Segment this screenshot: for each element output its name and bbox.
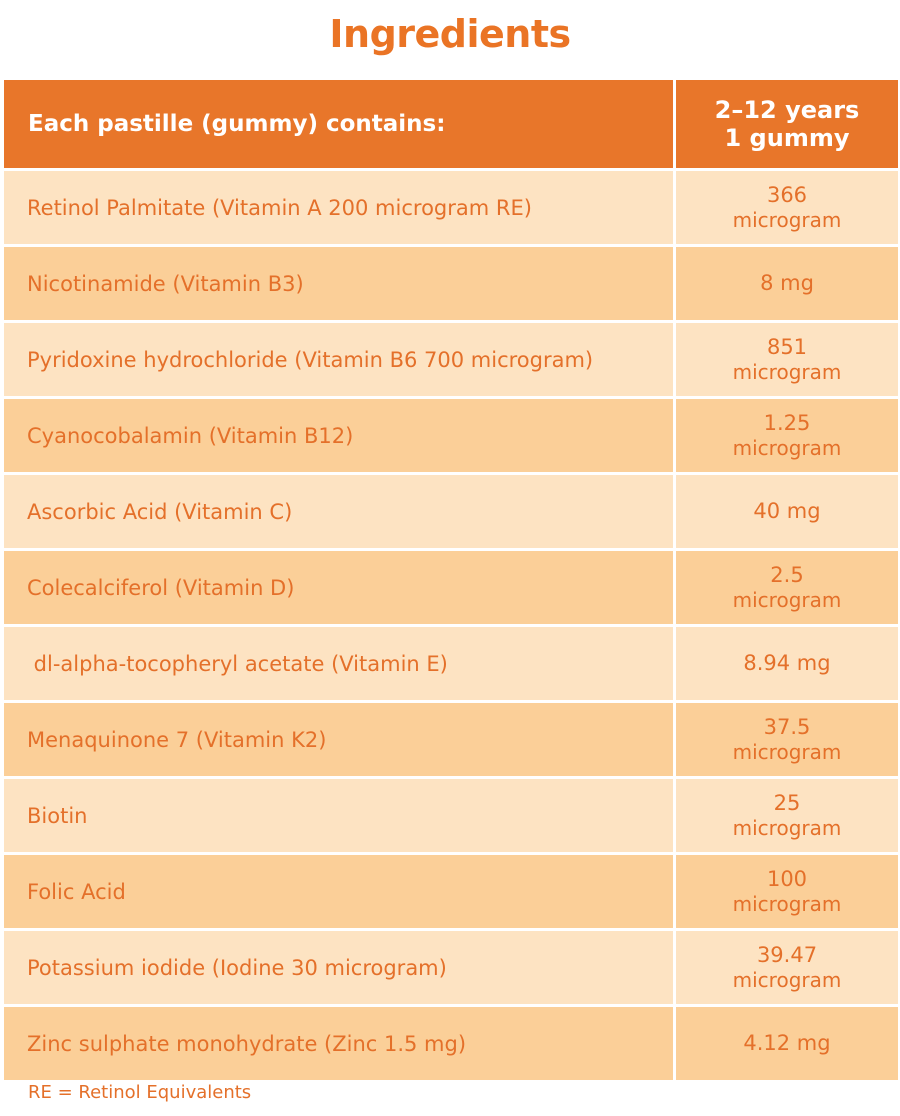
- ingredient-amount: [676, 551, 898, 624]
- amount-unit: microgram: [732, 359, 842, 384]
- ingredient-name: Menaquinone 7 (Vitamin K2): [4, 703, 676, 776]
- amount-value: 8 mg: [760, 271, 814, 295]
- ingredient-amount: [676, 855, 898, 928]
- ingredient-amount: [676, 399, 898, 472]
- header-ingredient: Each pastille (gummy) contains:: [4, 80, 676, 168]
- ingredient-name: Nicotinamide (Vitamin B3): [4, 247, 676, 320]
- amount-value: 4.12 mg: [743, 1031, 831, 1055]
- amount-value: 40 mg: [753, 499, 821, 523]
- ingredient-amount: [676, 703, 898, 776]
- ingredient-name: Biotin: [4, 779, 676, 852]
- ingredient-name: Colecalciferol (Vitamin D): [4, 551, 676, 624]
- header-dose: [676, 80, 898, 168]
- amount-value: 2.5: [770, 562, 804, 587]
- ingredient-name: Folic Acid: [4, 855, 676, 928]
- header-gummy: 1 gummy: [724, 124, 850, 152]
- amount-unit: microgram: [732, 587, 842, 612]
- amount-unit: microgram: [732, 815, 842, 840]
- ingredient-amount: [676, 247, 898, 320]
- amount-unit: microgram: [732, 967, 842, 992]
- amount-unit: microgram: [732, 891, 842, 916]
- amount-value: 37.5: [763, 714, 811, 739]
- ingredient-amount: [676, 779, 898, 852]
- ingredient-amount: [676, 323, 898, 396]
- amount-value: 100: [766, 866, 808, 891]
- ingredient-amount: [676, 931, 898, 1004]
- ingredient-name: Potassium iodide (Iodine 30 microgram): [4, 931, 676, 1004]
- amount-unit: microgram: [732, 207, 842, 232]
- ingredient-name: Retinol Palmitate (Vitamin A 200 microgram RE): [4, 171, 676, 244]
- footnote: RE = Retinol Equivalents: [28, 1082, 252, 1103]
- ingredient-amount: [676, 627, 898, 700]
- header-age: 2–12 years: [714, 96, 860, 124]
- amount-value: 851: [766, 334, 808, 359]
- amount-unit: microgram: [732, 739, 842, 764]
- ingredient-amount: [676, 475, 898, 548]
- ingredients-table: [4, 80, 898, 1080]
- amount-value: 366: [766, 182, 808, 207]
- ingredient-name: Ascorbic Acid (Vitamin C): [4, 475, 676, 548]
- ingredient-amount: [676, 171, 898, 244]
- amount-value: 8.94 mg: [743, 651, 831, 675]
- ingredient-amount: [676, 1007, 898, 1080]
- ingredient-name: Pyridoxine hydrochloride (Vitamin B6 700 microgram): [4, 323, 676, 396]
- page-title: Ingredients: [329, 12, 571, 56]
- ingredient-name: dl-alpha-tocopheryl acetate (Vitamin E): [4, 627, 676, 700]
- amount-value: 39.47: [756, 942, 818, 967]
- ingredient-name: Zinc sulphate monohydrate (Zinc 1.5 mg): [4, 1007, 676, 1080]
- amount-unit: microgram: [732, 435, 842, 460]
- amount-value: 1.25: [763, 410, 811, 435]
- ingredient-name: Cyanocobalamin (Vitamin B12): [4, 399, 676, 472]
- amount-value: 25: [773, 790, 801, 815]
